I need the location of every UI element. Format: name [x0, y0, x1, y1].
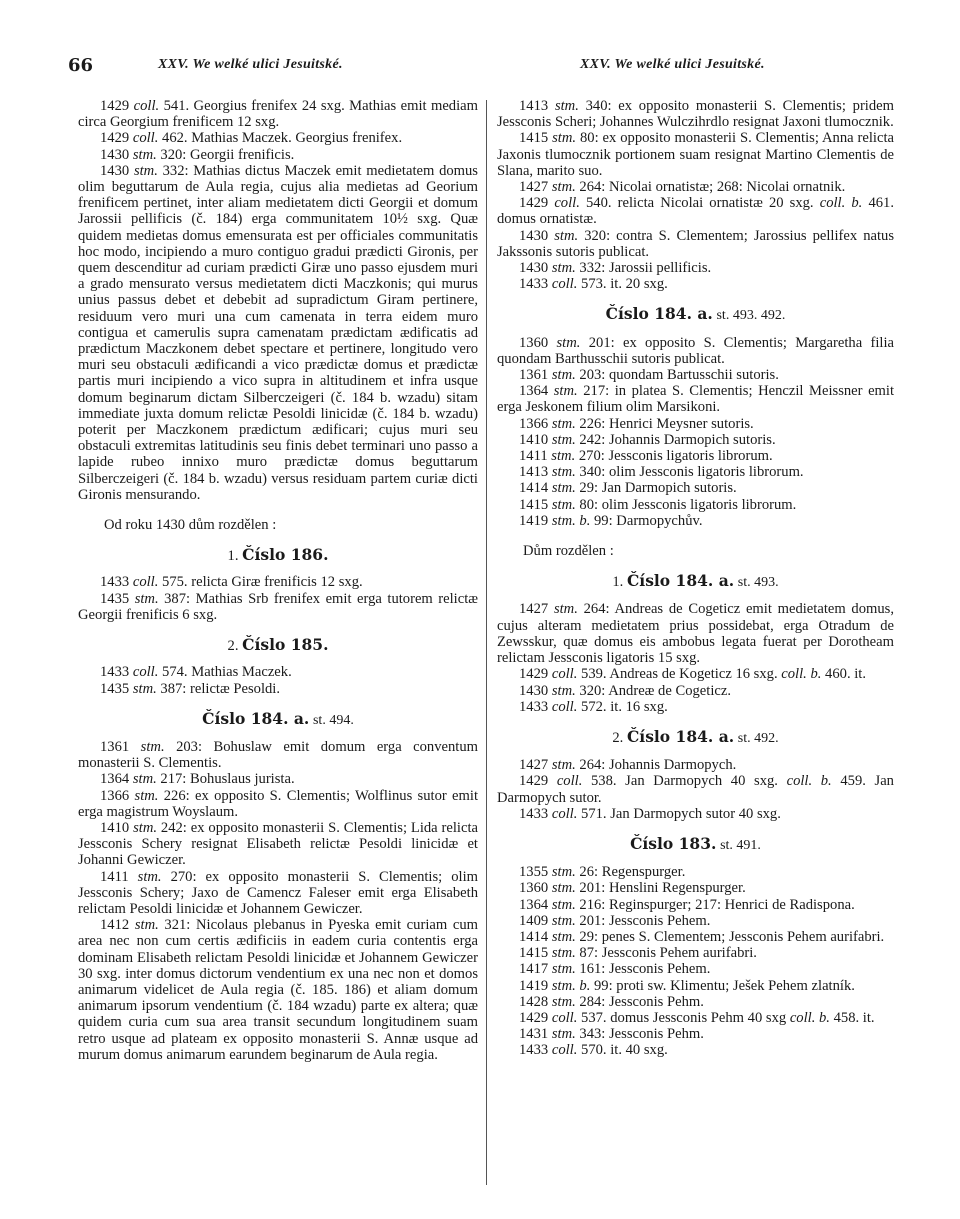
entry: 1413 stm. 340: olim Jessconis ligatoris librorum.	[519, 464, 804, 481]
section-number: 1.	[612, 574, 624, 591]
entry: 1364 stm. 217: Bohuslaus jurista.	[100, 771, 295, 788]
entry: 1417 stm. 161: Jessconis Pehem.	[519, 961, 711, 978]
section-stat: st. 494.	[312, 712, 354, 728]
entry: 1430 stm. 332: Jarossii pellificis.	[519, 260, 712, 277]
entry: 1364 stm. 217: in platea S. Clementis; Henczil Meissner emit erga Jeskonem filium olim Marsikoni.	[497, 383, 895, 416]
section-heading	[497, 573, 894, 591]
section-title: Číslo 184. a.	[202, 708, 310, 728]
entry: 1433 coll. 574. Mathias Maczek.	[100, 664, 292, 681]
entry: 1414 stm. 29: penes S. Clementem; Jessconis Pehem aurifabri.	[519, 928, 885, 945]
entry: 1430 stm. 320: Georgii frenificis.	[100, 146, 295, 163]
section-number: 2.	[612, 729, 624, 746]
section-title: Číslo 183.	[630, 833, 717, 853]
section-title: Číslo 185.	[242, 635, 329, 655]
entry: 1433 coll. 571. Jan Darmopych sutor 40 sxg.	[519, 805, 781, 822]
section-heading	[78, 547, 478, 564]
entry: 1429 coll. 538. Jan Darmopych 40 sxg. coll. b. 459. Jan Darmopych sutor.	[497, 773, 894, 806]
section-stat: st. 493.	[737, 575, 779, 591]
entry: 1366 stm. 226: ex opposito S. Clementis; Wolflinus sutor emit erga magistrum Woyslaum.	[78, 787, 478, 820]
section-title: Číslo 186.	[242, 545, 329, 565]
section-title: Číslo 184. a.	[626, 726, 735, 746]
entry: 1355 stm. 26: Regenspurger.	[519, 864, 686, 881]
entry: 1364 stm. 216: Reginspurger; 217: Henrici de Radispona.	[519, 896, 855, 913]
running-title-left: XXV. We welké ulici Jesuitské.	[158, 57, 343, 72]
entry: 1411 stm. 270: ex opposito monasterii S. Clementis; olim Jessconis Schery; Jaxo de Camencz Faleser emit erga Elisabeth relictam Pesoldi linicidæ et Johannem Gewiczer.	[78, 868, 478, 917]
section-number: 2.	[227, 638, 239, 655]
entry: 1411 stm. 270: Jessconis ligatoris librorum.	[519, 448, 773, 465]
entry: 1415 stm. 80: olim Jessconis ligatoris librorum.	[519, 496, 797, 513]
entry: 1430 stm. 320: Andreæ de Cogeticz.	[519, 682, 731, 699]
entry: 1433 coll. 570. it. 40 sxg.	[519, 1042, 668, 1059]
entry: 1428 stm. 284: Jessconis Pehm.	[519, 993, 704, 1010]
section-heading	[497, 726, 894, 747]
entry: 1415 stm. 87: Jessconis Pehem aurifabri.	[519, 945, 757, 962]
section-heading	[497, 306, 894, 324]
section-stat: st. 491.	[720, 837, 761, 853]
section-stat: st. 493. 492.	[716, 308, 786, 324]
entry: 1435 stm. 387: relictæ Pesoldi.	[100, 680, 280, 697]
section-heading	[78, 708, 478, 729]
entry: 1435 stm. 387: Mathias Srb frenifex emit erga tutorem relictæ Georgii frenificis 6 sxg.	[78, 590, 478, 623]
section-heading	[497, 833, 894, 854]
entry: 1361 stm. 203: Bohuslaw emit domum erga conventum monasterii S. Clementis.	[78, 738, 478, 772]
entry: 1433 coll. 573. it. 20 sxg.	[519, 276, 668, 293]
division-note: Dům rozdělen :	[523, 543, 614, 560]
division-note: Od roku 1430 dům rozdělen :	[104, 517, 277, 534]
running-title-right: XXV. We welké ulici Jesuitské.	[580, 57, 765, 72]
entry: 1361 stm. 203: quondam Bartusschii sutoris.	[519, 367, 779, 384]
entry: 1427 stm. 264: Johannis Darmopych.	[519, 757, 737, 774]
column-divider	[486, 100, 487, 1185]
section-title: Číslo 184. a.	[626, 571, 735, 591]
entry: 1360 stm. 201: Henslini Regenspurger.	[519, 880, 746, 897]
entry: 1429 coll. 537. domus Jessconis Pehm 40 sxg coll. b. 458. it.	[519, 1009, 875, 1026]
entry: 1430 stm. 332: Mathias dictus Maczek emit medietatem domus olim beguttarum de Aula regia, cujus alia medietas ad Georium frenificem pertinet, inter aliam medietatem dicti Georgii et domum Jarossii pellificis (č. 184) erga communitatem 10½ sxg. Quæ quidem medietas domus emensurata est per officiales communitatis hoc modo, incipiendo a muro contiguo gradui prædicti Gironis, per quem descenditur ad curiam prædicti Giræ uno passo ejusdem muri a grado mensurato versus medietatem dicti Maczkonis; qui murus unius passus debet et debebit ad supradictum Giram pertinere, residuum vero muri una cum camenata in terra eidem muro contigua et camerulis supra camenatam prædictam ædificatis ad prædictum Maczkonem debet spectare et pertinere, longitudo vero muri seu obstaculi ædificandi a vico prædictæ domus et prædictæ partis muri incipiendo a vico supra in altitudinem et infra usque domum beginarum dictam Silberczeigeri (č. 184 b. wzadu) sitam immediate juxta domum relictæ Pesoldi linicidæ (č. 184 b. wzadu) poterit per Maczkonem prædictum ædificari; cujus muri seu obstaculi extremitas latitudinis seu finis debet terminari uno passo a lapide rubeo innixo muro prædictæ domus beguttarum Silberczeigeri (č. 184 b. wzadu) versus residuam partem curiæ dicti Gironis mensurando.	[78, 162, 478, 503]
entry: 1427 stm. 264: Nicolai ornatistæ; 268: Nicolai ornatnik.	[519, 179, 846, 196]
entry: 1360 stm. 201: ex opposito S. Clementis; Margaretha filia quondam Barthusschii sutoris publicat.	[497, 334, 894, 367]
entry: 1415 stm. 80: ex opposito monasterii S. Clementis; Anna relicta Jaxonis tlumocznik portionem suam resignat Martino Clementis de Slana, marito suo.	[497, 130, 895, 179]
entry: 1410 stm. 242: ex opposito monasterii S. Clementis; Lida relicta Jessconis Schery resignat Elisabeth relictæ Pesoldi linicidæ et Johanni Gewiczer.	[78, 819, 478, 869]
entry: 1419 stm. b. 99: proti sw. Klimentu; Ješek Pehem zlatník.	[519, 977, 855, 994]
running-head	[60, 55, 900, 79]
entry: 1412 stm. 321: Nicolaus plebanus in Pyeska emit curiam cum area nec non cum certis ædificiis in eadem curia contentis erga dominam Elisabeth relictam Pesoldi linicidæ et Johannem Gewiczer 30 sxg. inter domus dictorum vendentium ex una nec non et domos animarum videlicet de Aula regia (č. 185. 186) et aliam domum animarum ipsorum vendentium (č. 184 wzadu) parte ex altera; quæ quidem curia cum sua area transit secundum longitudinem suam retro usque ad plateam ex opposito monasterii S. Annæ usque ad murum domus animarum earundem beginarum de Aula regia.	[78, 917, 478, 1063]
entry: 1409 stm. 201: Jessconis Pehem.	[519, 912, 711, 929]
entry: 1429 coll. 539. Andreas de Kogeticz 16 sxg. coll. b. 460. it.	[519, 666, 866, 683]
entry: 1429 coll. 462. Mathias Maczek. Georgius frenifex.	[100, 130, 403, 147]
entry: 1433 coll. 575. relicta Giræ frenificis 12 sxg.	[100, 574, 363, 591]
entry: 1429 coll. 540. relicta Nicolai ornatistæ 20 sxg. coll. b. 461. domus ornatistæ.	[497, 195, 894, 228]
entry: 1419 stm. b. 99: Darmopychův.	[519, 512, 703, 529]
entry: 1410 stm. 242: Johannis Darmopich sutoris.	[519, 431, 776, 448]
section-stat: st. 492.	[737, 730, 779, 746]
entry: 1413 stm. 340: ex opposito monasterii S. Clementis; pridem Jessconis Scheri; Johannes Wulczihrdlo resignat Jaxoni tlumocznik.	[497, 98, 894, 131]
entry: 1414 stm. 29: Jan Darmopich sutoris.	[519, 480, 737, 497]
page-number: 66	[68, 55, 94, 76]
entry: 1430 stm. 320: contra S. Clementem; Jarossius pellifex natus Jakssonis sutoris publicat.	[497, 227, 894, 260]
section-number: 1.	[227, 548, 239, 565]
entry: 1427 stm. 264: Andreas de Cogeticz emit medietatem domus, cujus alteram medietatem prius possidebat, erga Otradum de Zewsskur, quæ domus eis ambobus legata fuerat per Dorotheam relictam Jessconis ligatoris 15 sxg.	[497, 601, 895, 667]
entry: 1431 stm. 343: Jessconis Pehm.	[519, 1026, 704, 1043]
left-column	[78, 98, 478, 1189]
entry: 1433 coll. 572. it. 16 sxg.	[519, 698, 668, 715]
right-column	[497, 98, 894, 1189]
section-heading	[78, 637, 478, 654]
entry: 1429 coll. 541. Georgius frenifex 24 sxg. Mathias emit mediam circa Georgium frenificem 12 sxg.	[78, 98, 478, 131]
entry: 1366 stm. 226: Henrici Meysner sutoris.	[519, 415, 754, 432]
section-title: Číslo 184. a.	[605, 304, 713, 324]
